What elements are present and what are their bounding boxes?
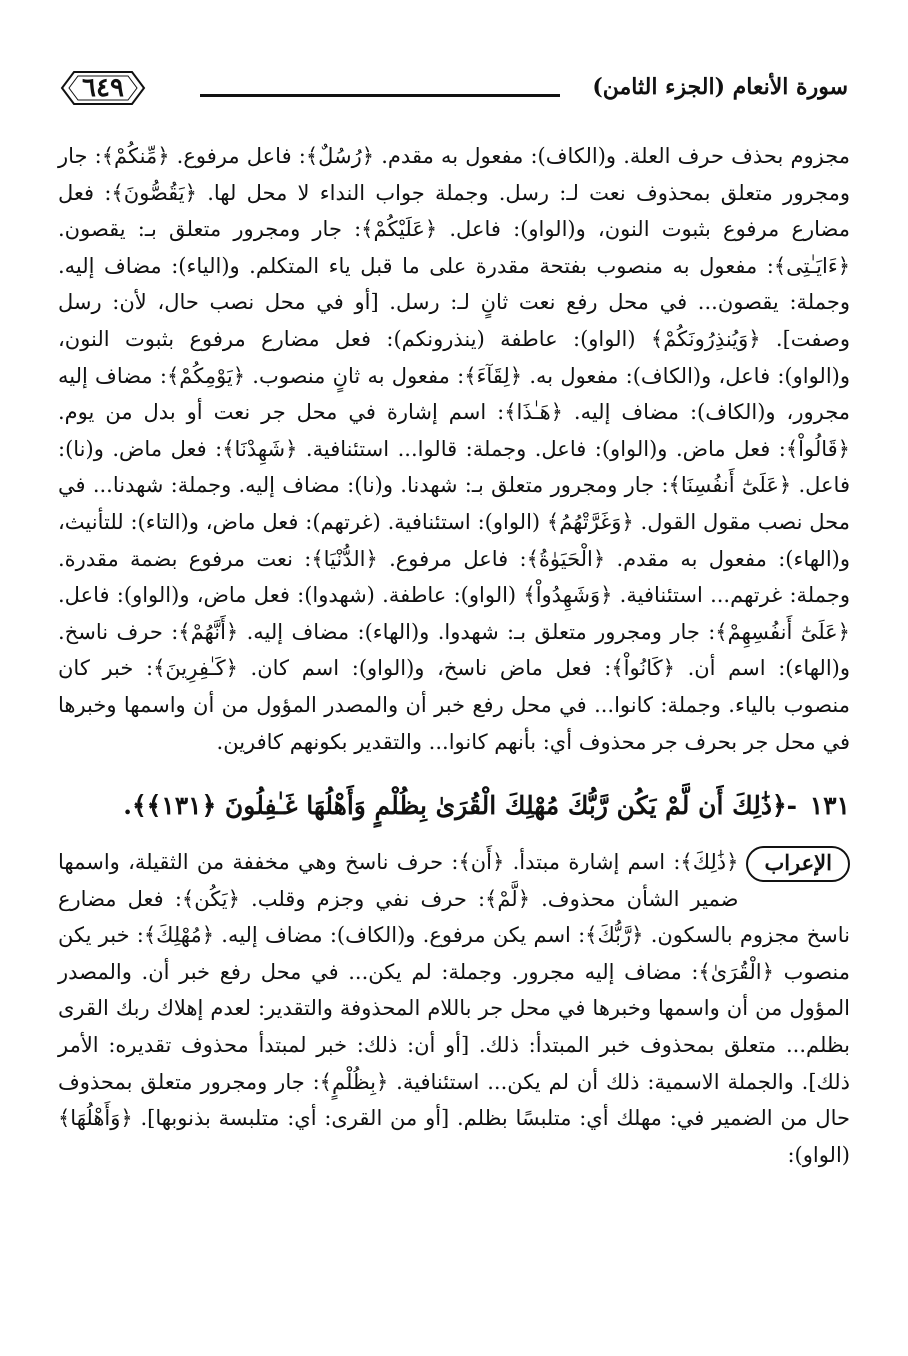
header-rule bbox=[200, 94, 560, 97]
verse-number: ١٣١ bbox=[809, 791, 850, 821]
page-number-text: ٦٤٩ bbox=[82, 73, 124, 103]
page-body bbox=[58, 138, 850, 1173]
irab-section bbox=[58, 844, 850, 1173]
page-header bbox=[60, 62, 848, 122]
verse-line bbox=[58, 786, 850, 826]
paragraph-2: ﴿ذَٰلِكَ﴾: اسم إشارة مبتدأ. ﴿أَن﴾: حرف ناسخ وهي مخففة من الثقيلة، واسمها ضمير الشأن محذوف. ﴿لَّمْ﴾: حرف نفي وجزم وقلب. ﴿يَكُن﴾: فعل مضارع ناسخ مجزوم بالسكون. ﴿رَّبُّكَ﴾: اسم يكن مرفوع. و(الكاف): مضاف إليه. ﴿مُهْلِكَ﴾: خبر يكن منصوب ﴿الْقُرَىٰ﴾: مضاف إليه مجرور. وجملة: لم يكن... في محل رفع خبر أن. والمصدر المؤول من أن واسمها وخبرها في محل جر باللام المحذوفة والتقدير: لعدم إهلاك ربك القرى بظلم... متعلق بمحذوف خبر المبتدأ: ذلك. [أو أن: ذلك: خبر لمبتدأ محذوف تقديره: الأمر ذلك]. والجملة الاسمية: ذلك أن لم يكن... استئنافية. ﴿بِظُلْمٍ﴾: جار ومجرور متعلق بمحذوف حال من الضمير في: مهلك أي: متلبسًا بظلم. [أو من القرى: أي: متلبسة بذنوبها]. ﴿وَأَهْلُهَا﴾ (الواو): bbox=[58, 850, 850, 1167]
page-number bbox=[60, 68, 146, 108]
paragraph-1: مجزوم بحذف حرف العلة. و(الكاف): مفعول به مقدم. ﴿رُسُلٌ﴾: فاعل مرفوع. ﴿مِّنكُمْ﴾: جار ومجرور متعلق بمحذوف نعت لـ: رسل. وجملة جواب النداء لا محل لها. ﴿يَقُصُّونَ﴾: فعل مضارع مرفوع بثبوت النون، و(الواو): فاعل. ﴿عَلَيْكُمْ﴾: جار ومجرور متعلق بـ: يقصون. ﴿ءَايَـٰتِى﴾: مفعول به منصوب بفتحة مقدرة على ما قبل ياء المتكلم. و(الياء): مضاف إليه. وجملة: يقصون... في محل رفع نعت ثانٍ لـ: رسل. [أو في محل نصب حال، لأن: رسل وصفت]. ﴿وَيُنذِرُونَكُمْ﴾ (الواو): عاطفة (ينذرونكم): فعل مضارع مرفوع بثبوت النون، و(الواو): فاعل، و(الكاف): مفعول به. ﴿لِقَآءَ﴾: مفعول به ثانٍ منصوب. ﴿يَوْمِكُمْ﴾: مضاف إليه مجرور، و(الكاف): مضاف إليه. ﴿هَـٰذَا﴾: اسم إشارة في محل جر نعت أو بدل من يوم. ﴿قَالُواْ﴾: فعل ماض. و(الواو): فاعل. وجملة: قالوا... استئنافية. ﴿شَهِدْنَا﴾: فعل ماض. و(نا): فاعل. ﴿عَلَىٰٓ أَنفُسِنَا﴾: جار ومجرور متعلق بـ: شهدنا. و(نا): مضاف إليه. وجملة: شهدنا... في محل نصب مقول القول. ﴿وَغَرَّتْهُمُ﴾ (الواو): استئنافية. (غرتهم): فعل ماض، و(التاء): للتأنيث، و(الهاء): مفعول به مقدم. ﴿الْحَيَوٰةُ﴾: فاعل مرفوع. ﴿الدُّنْيَا﴾: نعت مرفوع بضمة مقدرة. وجملة: غرتهم... استئنافية. ﴿وَشَهِدُواْ﴾ (الواو): عاطفة. (شهدوا): فعل ماض، و(الواو): فاعل. ﴿عَلَىٰٓ أَنفُسِهِمْ﴾: جار ومجرور متعلق بـ: شهدوا. و(الهاء): مضاف إليه. ﴿أَنَّهُمْ﴾: حرف ناسخ. و(الهاء): اسم أن. ﴿كَانُواْ﴾: فعل ماض ناسخ، و(الواو): اسم كان. ﴿كَـٰفِرِينَ﴾: خبر كان منصوب بالياء. وجملة: كانوا... في محل رفع خبر أن والمصدر المؤول من أن واسمها وخبرها في محل جر بحرف جر محذوف أي: بأنهم كانوا... والتقدير بكونهم كافرين. bbox=[58, 144, 850, 754]
irab-label-badge: الإعراب bbox=[746, 846, 850, 882]
page-title: سورة الأنعام (الجزء الثامن) bbox=[592, 74, 848, 100]
verse-text: -﴿ذَٰلِكَ أَن لَّمْ يَكُن رَّبُّكَ مُهْلِكَ الْقُرَىٰ بِظُلْمٍ وَأَهْلُهَا غَـٰفِلُونَ ﴿١٣١﴾﴾. bbox=[123, 791, 797, 821]
